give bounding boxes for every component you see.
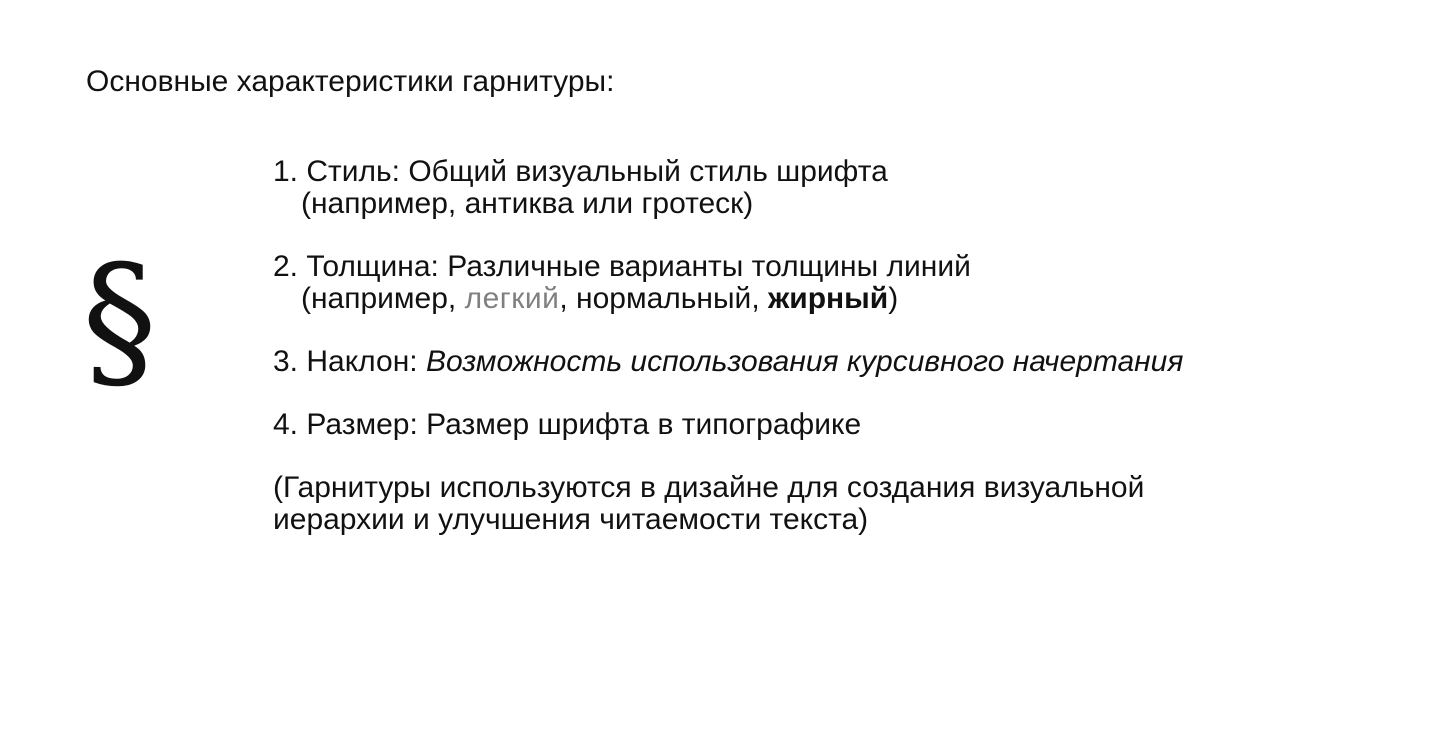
style-line: 1. Стиль: Общий визуальный стиль шрифта: [273, 155, 888, 188]
size-line: 4. Размер: Размер шрифта в типографике: [273, 408, 862, 441]
italic-sample: Возможность использования курсивного начертания: [425, 345, 1184, 378]
list-item-style: [273, 156, 1413, 220]
note-paragraph: [273, 472, 1413, 536]
light-weight-sample: легкий: [464, 282, 560, 315]
slant-line: [273, 346, 1413, 378]
page-title: Основные характеристики гарнитуры:: [86, 65, 615, 98]
bold-weight-sample: жирный: [767, 282, 889, 315]
list-item-slant: [273, 346, 1413, 378]
list-item-weight: [273, 251, 1413, 315]
style-example-line: (например, антиква или гротеск): [301, 187, 754, 220]
list-item-size: [273, 409, 1413, 441]
section-sign-icon: §: [82, 234, 157, 408]
weight-example-line: [273, 283, 1413, 315]
note-line-1: (Гарнитуры используются в дизайне для создания визуальной: [273, 471, 1145, 504]
weight-example-suffix: ): [888, 282, 899, 315]
weight-example-middle: , нормальный,: [559, 282, 768, 315]
weight-example-prefix: (например,: [301, 282, 465, 315]
characteristics-list: [273, 156, 1413, 536]
weight-line: 2. Толщина: Различные варианты толщины линий: [273, 250, 971, 283]
slant-label: 3. Наклон:: [273, 345, 426, 378]
note-line-2: иерархии и улучшения читаемости текста): [273, 503, 869, 536]
